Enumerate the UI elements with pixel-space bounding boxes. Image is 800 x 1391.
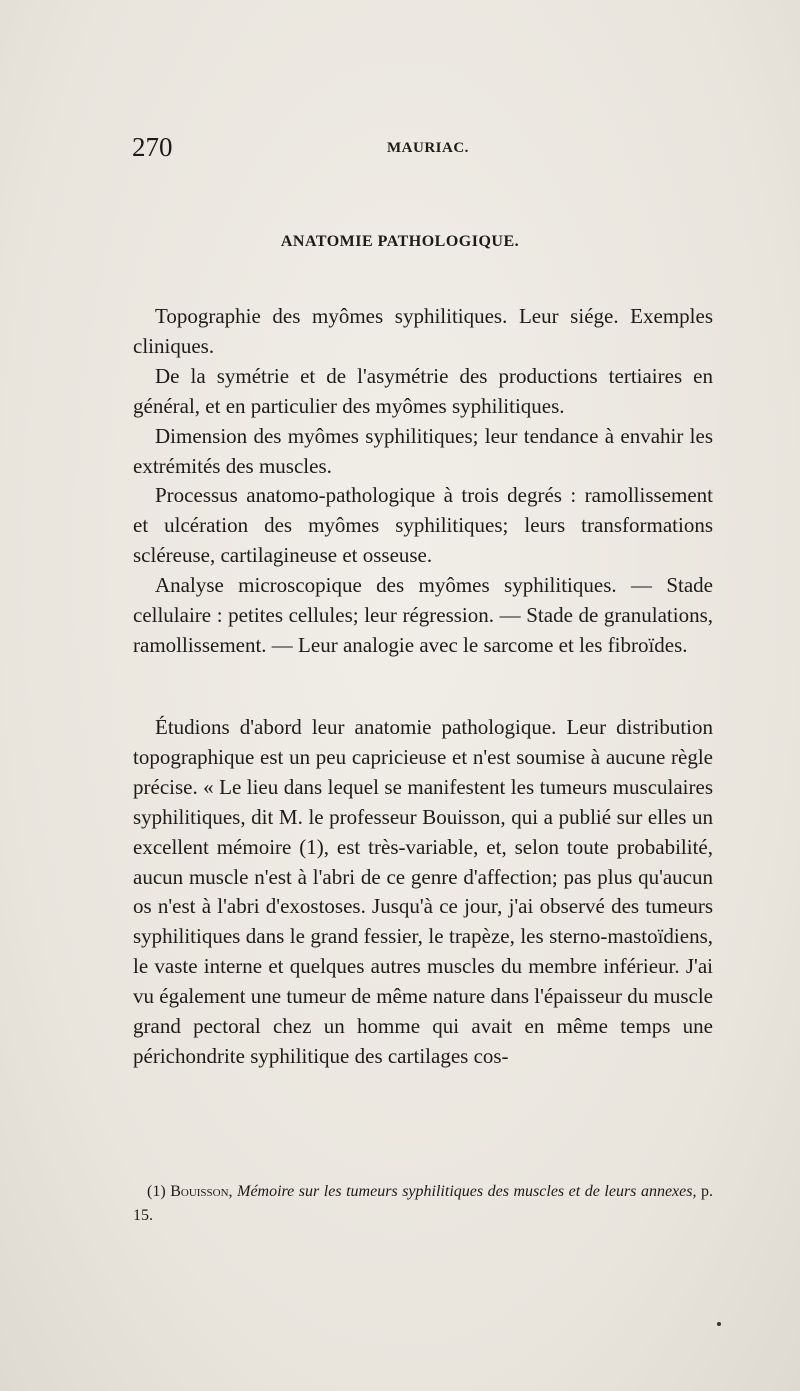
page-header	[132, 132, 712, 172]
footnote-marker: (1)	[147, 1183, 166, 1200]
chapter-summary	[133, 302, 713, 661]
footnote-page-ref: p. 15.	[133, 1183, 714, 1224]
footnote-title: Mémoire sur les tumeurs syphilitiques des muscles et de leurs annexes,	[237, 1183, 697, 1200]
summary-paragraph: Analyse microscopique des myômes syphilitiques. — Stade cellulaire : petites cellules; leur régression. — Stade de granulations, ramollissement. — Leur analogie avec le sarcome et les fibroïdes.	[133, 573, 713, 657]
ink-speck	[717, 1322, 721, 1326]
summary-paragraph: Dimension des myômes syphilitiques; leur tendance à envahir les extrémités des muscles.	[133, 423, 713, 478]
footnote	[133, 1180, 713, 1228]
summary-paragraph: Topographie des myômes syphilitiques. Leur siége. Exemples cliniques.	[133, 304, 713, 358]
section-title: ANATOMIE PATHOLOGIQUE.	[280, 233, 520, 250]
body-text	[133, 713, 713, 1072]
footnote-author: Bouisson,	[170, 1183, 233, 1200]
summary-paragraph: Processus anatomo-pathologique à trois degrés : ramollissement et ulcération des myômes syphilitiques; leurs transformations scléreuse, cartilagineuse et osseuse.	[133, 483, 713, 568]
page-number: 270	[132, 132, 173, 162]
body-paragraph: Étudions d'abord leur anatomie pathologique. Leur distribution topographique est un peu capricieuse et n'est soumise à aucune règle précise. « Le lieu dans lequel se manifestent les tumeurs musculaires syphilitiques, dit M. le professeur Bouisson, qui a publié sur elles un excellent mémoire (1), est très-variable, et, selon toute probabilité, aucun muscle n'est à l'abri de ce genre d'affection; pas plus qu'aucun os n'est à l'abri d'exostoses. Jusqu'à ce jour, j'ai observé des tumeurs syphilitiques dans le grand fessier, le trapèze, les sterno-mastoïdiens, le vaste interne et quelques autres muscles du membre inférieur. J'ai vu également une tumeur de même nature dans l'épaisseur du muscle grand pectoral chez un homme qui avait en même temps une périchondrite syphilitique des cartilages cos-	[133, 715, 713, 1068]
running-head: MAURIAC.	[387, 140, 469, 156]
summary-paragraph: De la symétrie et de l'asymétrie des productions tertiaires en général, et en particulier des myômes syphilitiques.	[133, 363, 713, 418]
